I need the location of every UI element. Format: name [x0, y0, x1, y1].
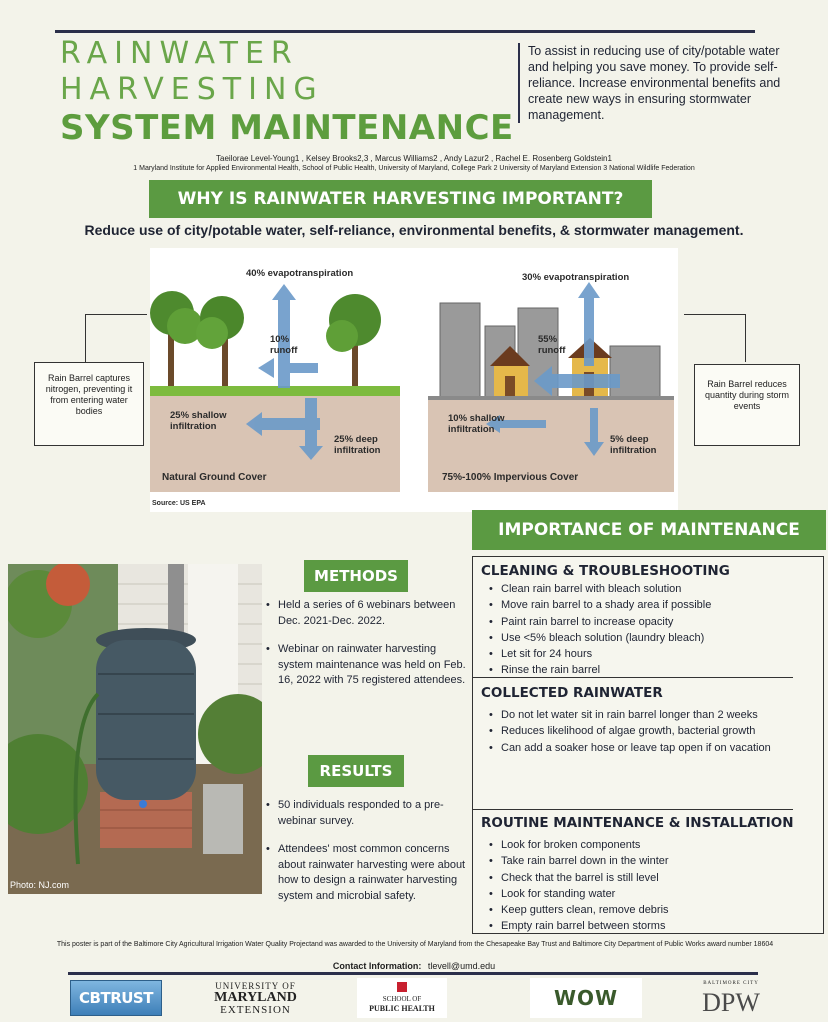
photo-credit: Photo: NJ.com [10, 880, 70, 890]
umd-line-3: EXTENSION [220, 1004, 291, 1016]
list-item: • Paint rain barrel to increase opacity [487, 614, 711, 630]
list-item: • Look for broken components [487, 837, 669, 853]
list-item: • Held a series of 6 webinars between Dec. 2021-Dec. 2022. [264, 598, 474, 629]
right-runoff-label: runoff [538, 345, 566, 356]
wow-logo [530, 978, 642, 1018]
section-divider [473, 677, 793, 678]
bottom-rule [68, 972, 758, 975]
why-heading: WHY IS RAINWATER HARVESTING IMPORTANT? [149, 180, 652, 218]
maintenance-heading: IMPORTANCE OF MAINTENANCE [472, 510, 826, 550]
sph-logo [357, 978, 447, 1018]
list-item: • Attendees' most common concerns about rainwater harvesting were about how to design a rainwater harvesting system and microbial safety. [264, 842, 474, 904]
section-title-cleaning: CLEANING & TROUBLESHOOTING [481, 563, 730, 579]
section-title-collected: COLLECTED RAINWATER [481, 685, 663, 701]
intro-text: To assist in reducing use of city/potable water and helping you save money. To provide self-reliance. Increase environmental benefits and create new ways in ensuring stormwater management. [518, 43, 794, 123]
cleaning-list [487, 581, 711, 679]
tree-icon [150, 291, 381, 388]
top-rule [55, 30, 755, 33]
sph-line-1: SCHOOL OF [382, 995, 422, 1003]
dpw-logo-text: DPW [702, 988, 760, 1017]
contact-info [0, 961, 828, 971]
left-runoff-percent: 10% [270, 334, 290, 345]
left-side-box: Rain Barrel captures nitrogen, preventing it from entering water bodies [34, 362, 144, 446]
right-shallow-percent: 10% shallow [448, 413, 505, 424]
list-item: • Take rain barrel down in the winter [487, 853, 669, 869]
affiliations: 1 Maryland Institute for Applied Environmental Health, School of Public Health, University of Maryland, College Park 2 University of Maryland Extension 3 National Wildlife Federation [133, 165, 695, 172]
routine-list [487, 837, 669, 935]
methods-heading: METHODS [304, 560, 408, 592]
title-line-2: HARVESTING [60, 72, 324, 107]
contact-email[interactable]: tlevell@umd.edu [427, 961, 496, 971]
wow-logo-text: WOW [553, 986, 619, 1010]
maintenance-box [472, 556, 824, 934]
list-item: • Rinse the rain barrel [487, 662, 711, 678]
diagram-source: Source: US EPA [152, 500, 206, 507]
contact-label: Contact Information: [332, 961, 422, 971]
list-item: • Let sit for 24 hours [487, 646, 711, 662]
sph-line-2: PUBLIC HEALTH [369, 1004, 435, 1013]
results-list [264, 798, 474, 917]
left-runoff-label: runoff [270, 345, 298, 356]
list-item: • Clean rain barrel with bleach solution [487, 581, 711, 597]
left-deep-label: infiltration [334, 445, 381, 456]
list-item: • Keep gutters clean, remove debris [487, 902, 669, 918]
collected-list [487, 707, 787, 756]
list-item: • Do not let water sit in rain barrel longer than 2 weeks [487, 707, 787, 723]
list-item: • Empty rain barrel between storms [487, 918, 669, 934]
grass [150, 386, 400, 396]
right-shallow-label: infiltration [448, 424, 495, 435]
title-line-3: SYSTEM MAINTENANCE [60, 108, 514, 148]
list-item: • Look for standing water [487, 886, 669, 902]
left-deep-percent: 25% deep [334, 434, 378, 445]
rain-barrel-photo [8, 564, 262, 894]
right-caption: 75%-100% Impervious Cover [442, 472, 579, 483]
right-connector [684, 314, 746, 362]
list-item: • Can add a soaker hose or leave tap open if on vacation [487, 740, 787, 756]
left-connector [85, 314, 147, 362]
authors: Taeilorae Level-Young1 , Kelsey Brooks2,3 , Marcus Williams2 , Andy Lazur2 , Rachel E. Rosenberg Goldstein1 [216, 154, 612, 163]
why-subheading: Reduce use of city/potable water, self-reliance, environmental benefits, & stormwater management. [84, 222, 744, 238]
title-line-1: RAINWATER [60, 36, 299, 71]
list-item: • Use <5% bleach solution (laundry bleach) [487, 630, 711, 646]
umd-line-1: UNIVERSITY OF [215, 981, 296, 991]
water-cycle-diagram [150, 248, 678, 512]
list-item: • 50 individuals responded to a pre-webinar survey. [264, 798, 474, 829]
results-heading: RESULTS [308, 755, 404, 787]
left-shallow-percent: 25% shallow [170, 410, 227, 421]
left-evapo-label: 40% evapotranspiration [246, 268, 354, 279]
list-item: • Reduces likelihood of algae growth, bacterial growth [487, 723, 787, 739]
section-divider [473, 809, 793, 810]
shield-icon [397, 982, 407, 992]
umd-line-2: MARYLAND [214, 990, 297, 1005]
right-deep-percent: 5% deep [610, 434, 649, 445]
list-item: • Move rain barrel to a shady area if possible [487, 597, 711, 613]
methods-list [264, 598, 474, 702]
section-title-routine: ROUTINE MAINTENANCE & INSTALLATION [481, 815, 794, 831]
cbtrust-logo-text: CBTRUST [79, 989, 153, 1007]
list-item: • Check that the barrel is still level [487, 870, 669, 886]
pavement [428, 396, 674, 400]
dpw-top: BALTIMORE CITY [703, 981, 759, 986]
left-shallow-label: infiltration [170, 421, 217, 432]
left-caption: Natural Ground Cover [162, 472, 267, 483]
umd-extension-logo [203, 978, 308, 1018]
right-side-box: Rain Barrel reduces quantity during storm events [694, 364, 800, 446]
left-arrows [246, 284, 323, 460]
right-runoff-percent: 55% [538, 334, 558, 345]
right-evapo-label: 30% evapotranspiration [522, 272, 630, 283]
cbtrust-logo [70, 978, 162, 1018]
dpw-logo [700, 978, 762, 1018]
rain-barrel-illustration [8, 564, 262, 894]
list-item: • Webinar on rainwater harvesting system maintenance was held on Feb. 16, 2022 with 75 registered attendees. [264, 642, 474, 689]
footer-note: This poster is part of the Baltimore City Agricultural Irrigation Water Quality Projectand was awarded to the University of Maryland from the Chesapeake Bay Trust and Baltimore City Department of Public Works award number 18604 [56, 941, 774, 948]
right-deep-label: infiltration [610, 445, 657, 456]
